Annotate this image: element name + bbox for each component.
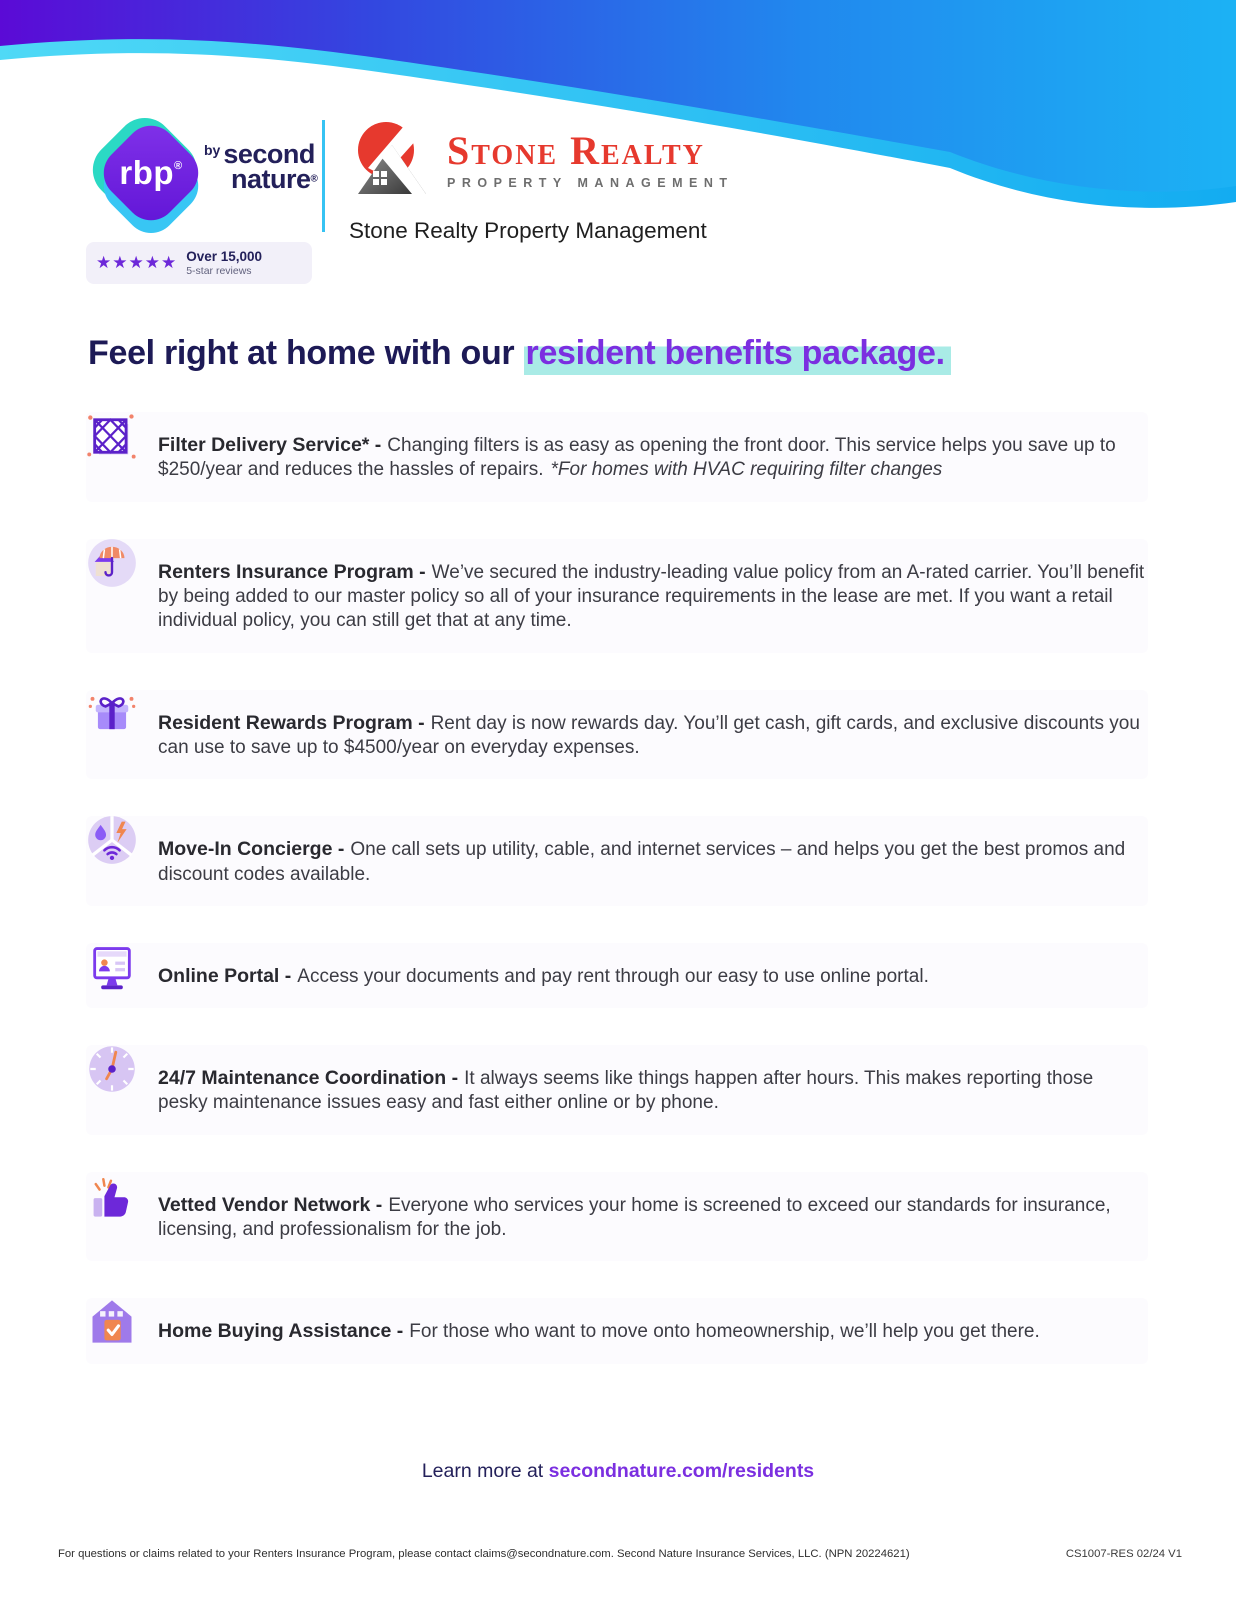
page-title: Feel right at home with our resident benefits package. [88, 334, 1152, 373]
benefit-title: Renters Insurance Program - [158, 560, 426, 583]
benefit-title: Home Buying Assistance - [158, 1320, 404, 1343]
reviews-count: Over 15,000 [186, 249, 263, 264]
monitor-icon [86, 941, 138, 993]
partner-name: Stone Realty Property Management [349, 218, 707, 243]
benefit-row-home-buying [86, 1298, 1148, 1363]
rbp-registered-mark: ® [174, 160, 183, 172]
benefit-title: Resident Rewards Program - [158, 711, 425, 734]
benefits-list [86, 412, 1148, 1364]
vertical-divider [322, 120, 325, 232]
benefit-row-maintenance [86, 1045, 1148, 1135]
benefit-title: Online Portal - [158, 964, 292, 987]
benefit-title: 24/7 Maintenance Coordination - [158, 1067, 459, 1090]
utilities-icon [86, 814, 138, 866]
benefit-description: For those who want to move onto homeownership, we’ll help you get there. [409, 1321, 1040, 1343]
headline-highlight: resident benefits package. [524, 334, 951, 375]
benefit-row-move-in-concierge [86, 816, 1148, 906]
umbrella-house-icon [86, 537, 138, 589]
stone-realty-tagline: PROPERTY MANAGEMENT [447, 175, 734, 190]
benefit-description: Everyone who services your home is screened to exceed our standards for insurance, licensing, and professionalism for the job. [158, 1194, 1111, 1241]
benefit-description: We’ve secured the industry-leading value policy from an A-rated carrier. You’ll benefit by being added to our master policy so all of your insurance requirements in the lease are met. If you want a retail individual policy, you can still get that at any time. [158, 561, 1145, 632]
reviews-badge [86, 242, 312, 284]
benefit-title: Vetted Vendor Network - [158, 1193, 383, 1216]
reviews-label: 5-star reviews [186, 265, 252, 277]
logo-row [86, 116, 733, 284]
benefit-row-online-portal [86, 943, 1148, 1008]
stone-realty-wordmark: Stone Realty [447, 127, 705, 173]
benefit-description: One call sets up utility, cable, and internet services – and helps you get the best promos and discount codes available. [158, 839, 1126, 885]
house-check-icon [86, 1296, 138, 1348]
benefit-row-resident-rewards [86, 690, 1148, 780]
rbp-logo [86, 116, 318, 234]
footer-disclaimer: For questions or claims related to your Renters Insurance Program, please contact claims@secondnature.com. Second Nature Insurance Services, LLC. (NPN 20224621) [58, 1548, 910, 1560]
benefit-title: Filter Delivery Service* - [158, 434, 382, 456]
benefit-footnote: *For homes with HVAC requiring filter changes [550, 459, 943, 481]
residents-link[interactable]: secondnature.com/residents [548, 1460, 815, 1482]
footer-document-code: CS1007-RES 02/24 V1 [1065, 1548, 1182, 1560]
filter-icon [86, 410, 138, 462]
benefit-row-filter-delivery [86, 412, 1148, 502]
second-nature-wordmark: by second nature® [204, 139, 318, 194]
learn-more-line: Learn more at secondnature.com/residents [421, 1460, 815, 1482]
clock-icon [86, 1043, 138, 1095]
footer [58, 1548, 1182, 1560]
rbp-brand-block [86, 116, 318, 284]
thumbs-up-icon [86, 1170, 138, 1222]
gift-icon [86, 688, 138, 740]
stone-realty-logo-icon [349, 120, 435, 200]
five-stars-icon: ★★★★★ [96, 253, 178, 272]
partner-brand-block [349, 116, 733, 244]
benefit-row-vendor-network [86, 1172, 1148, 1262]
rbp-logo-text: rbp ® [119, 154, 183, 191]
benefit-row-renters-insurance [86, 539, 1148, 653]
benefit-description: Changing filters is as easy as opening the front door. This service helps you save up to $250/year and reduces the hassles of repairs. [158, 435, 1116, 481]
benefit-description: It always seems like things happen after hours. This makes reporting those pesky maintenance issues easy and fast either online or by phone. [158, 1068, 1094, 1114]
benefit-description: Rent day is now rewards day. You’ll get cash, gift cards, and exclusive discounts you can use to save up to $4500/year on everyday expenses. [158, 712, 1140, 758]
benefit-description: Access your documents and pay rent through our easy to use online portal. [297, 965, 929, 987]
benefit-title: Move-In Concierge - [158, 838, 345, 861]
